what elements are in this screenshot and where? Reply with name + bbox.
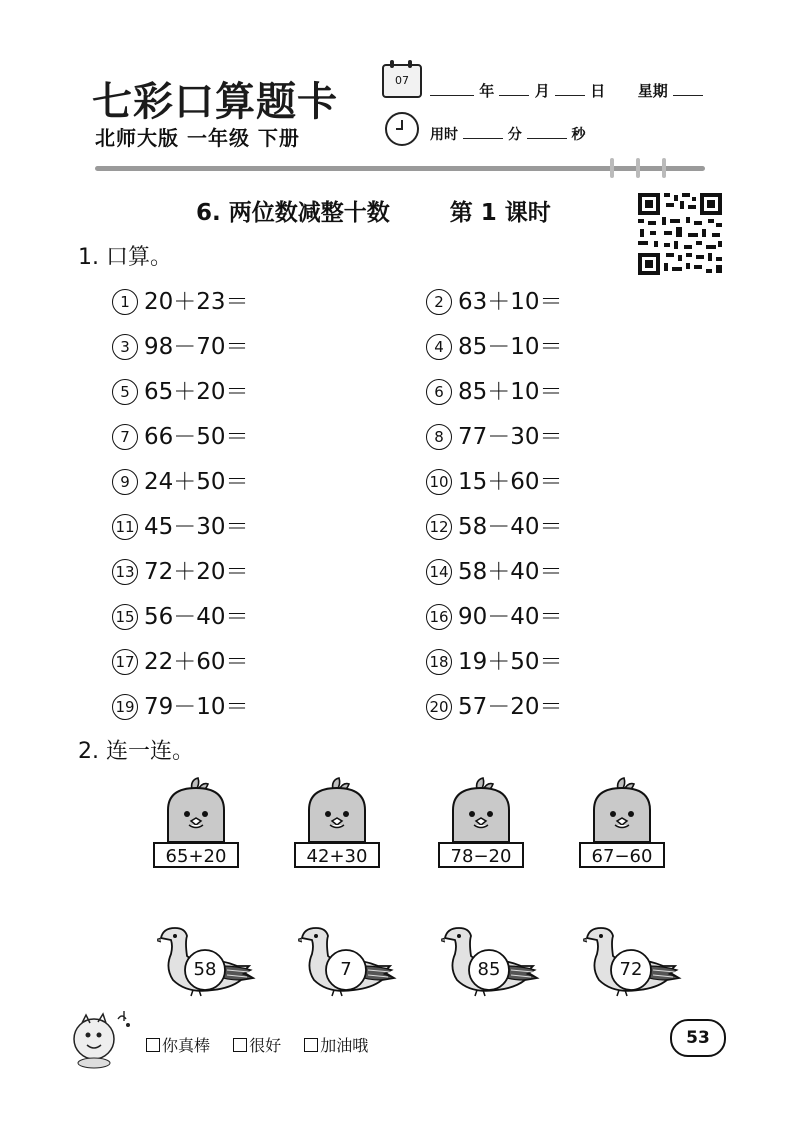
problem-16[interactable] [426,598,563,631]
problem-18[interactable] [426,643,563,676]
section-2-title: 2. 连一连。 [78,739,194,764]
problem-number: 5 [112,379,138,405]
problem-expression: 85＋10＝ [458,379,563,405]
qr-code-icon[interactable] [636,191,724,277]
problem-number: 3 [112,334,138,360]
problem-expression: 65＋20＝ [144,379,249,405]
problem-5[interactable] [112,373,249,406]
problem-number: 20 [426,694,452,720]
problem-13[interactable] [112,553,249,586]
rating-option-great[interactable]: 你真棒 [146,1036,210,1055]
problem-11[interactable] [112,508,249,541]
problem-expression: 85－10＝ [458,334,563,360]
problem-number: 15 [112,604,138,630]
month-label: 月 [534,82,550,100]
problem-number: 11 [112,514,138,540]
problem-number: 13 [112,559,138,585]
divider-bead [636,158,640,178]
divider-bead [610,158,614,178]
problem-expression: 22＋60＝ [144,649,249,675]
problem-expression: 58－40＝ [458,514,563,540]
problem-number: 7 [112,424,138,450]
problem-expression: 66－50＝ [144,424,249,450]
problem-12[interactable] [426,508,563,541]
calendar-icon [382,64,422,98]
problem-9[interactable] [112,463,249,496]
weekday-label: 星期 [637,82,668,100]
rating-option-good[interactable]: 很好 [233,1036,281,1055]
chick-icon [586,776,658,842]
rating-option-keep-going[interactable]: 加油哦 [304,1036,368,1055]
minutes-label: 分 [507,127,522,143]
problem-expression: 77－30＝ [458,424,563,450]
problem-number: 12 [426,514,452,540]
calendar-day: 07 [395,74,409,87]
duck-icon[interactable] [441,920,541,998]
duck-icon[interactable] [583,920,683,998]
time-fields [430,124,586,144]
page-number: 53 [670,1019,726,1057]
problem-number: 14 [426,559,452,585]
problem-expression: 15＋60＝ [458,469,563,495]
weekday-blank[interactable] [673,93,703,96]
problem-number: 10 [426,469,452,495]
chick-icon [160,776,232,842]
chick-expression-tag[interactable]: 42+30 [294,842,380,868]
day-label: 日 [590,82,606,100]
year-blank[interactable] [430,93,474,96]
duck-number: 7 [340,959,352,980]
problem-number: 6 [426,379,452,405]
problem-number: 17 [112,649,138,675]
seconds-blank[interactable] [527,136,567,139]
duck-number: 72 [619,959,643,980]
date-fields [430,80,703,101]
problem-expression: 79－10＝ [144,694,249,720]
duck-icon[interactable] [157,920,257,998]
problem-number: 4 [426,334,452,360]
problem-2[interactable] [426,283,563,316]
duck-icon[interactable] [298,920,398,998]
problem-number: 9 [112,469,138,495]
time-label: 用时 [430,127,458,143]
problem-number: 2 [426,289,452,315]
month-blank[interactable] [499,93,529,96]
chick-expression-tag[interactable]: 67−60 [579,842,665,868]
chick-expression-tag[interactable]: 65+20 [153,842,239,868]
problem-19[interactable] [112,688,249,721]
problem-number: 18 [426,649,452,675]
problem-1[interactable] [112,283,249,316]
checkbox[interactable] [233,1038,247,1052]
clock-icon [385,112,419,146]
problem-expression: 58＋40＝ [458,559,563,585]
brand-title: 七彩口算题卡 [92,78,338,125]
problem-10[interactable] [426,463,563,496]
problem-expression: 98－70＝ [144,334,249,360]
checkbox[interactable] [304,1038,318,1052]
lesson-title: 6. 两位数减整十数 [196,200,390,226]
self-rating [146,1033,386,1056]
problem-7[interactable] [112,418,249,451]
problem-6[interactable] [426,373,563,406]
year-label: 年 [479,82,495,100]
divider-bead [662,158,666,178]
problem-number: 1 [112,289,138,315]
chick-expression-tag[interactable]: 78−20 [438,842,524,868]
problem-expression: 90－40＝ [458,604,563,630]
problem-number: 19 [112,694,138,720]
problem-14[interactable] [426,553,563,586]
problem-17[interactable] [112,643,249,676]
seconds-label: 秒 [571,127,586,143]
problem-expression: 63＋10＝ [458,289,563,315]
problem-expression: 72＋20＝ [144,559,249,585]
day-blank[interactable] [555,93,585,96]
lesson-period: 第 1 课时 [449,200,551,226]
problem-expression: 24＋50＝ [144,469,249,495]
checkbox[interactable] [146,1038,160,1052]
minutes-blank[interactable] [463,136,503,139]
problem-8[interactable] [426,418,563,451]
problem-4[interactable] [426,328,563,361]
chick-icon [301,776,373,842]
edition-label: 北师大版 一年级 下册 [95,126,300,150]
lesson-title-row [196,194,551,227]
chick-icon [445,776,517,842]
section-1-title: 1. 口算。 [78,245,172,270]
problem-expression: 20＋23＝ [144,289,249,315]
problem-number: 8 [426,424,452,450]
problem-expression: 19＋50＝ [458,649,563,675]
problem-3[interactable] [112,328,249,361]
mascot-icon [68,1005,138,1071]
problem-20[interactable] [426,688,563,721]
problem-expression: 57－20＝ [458,694,563,720]
problem-15[interactable] [112,598,249,631]
problem-expression: 45－30＝ [144,514,249,540]
duck-number: 58 [193,959,217,980]
duck-number: 85 [477,959,501,980]
problem-expression: 56－40＝ [144,604,249,630]
problem-number: 16 [426,604,452,630]
